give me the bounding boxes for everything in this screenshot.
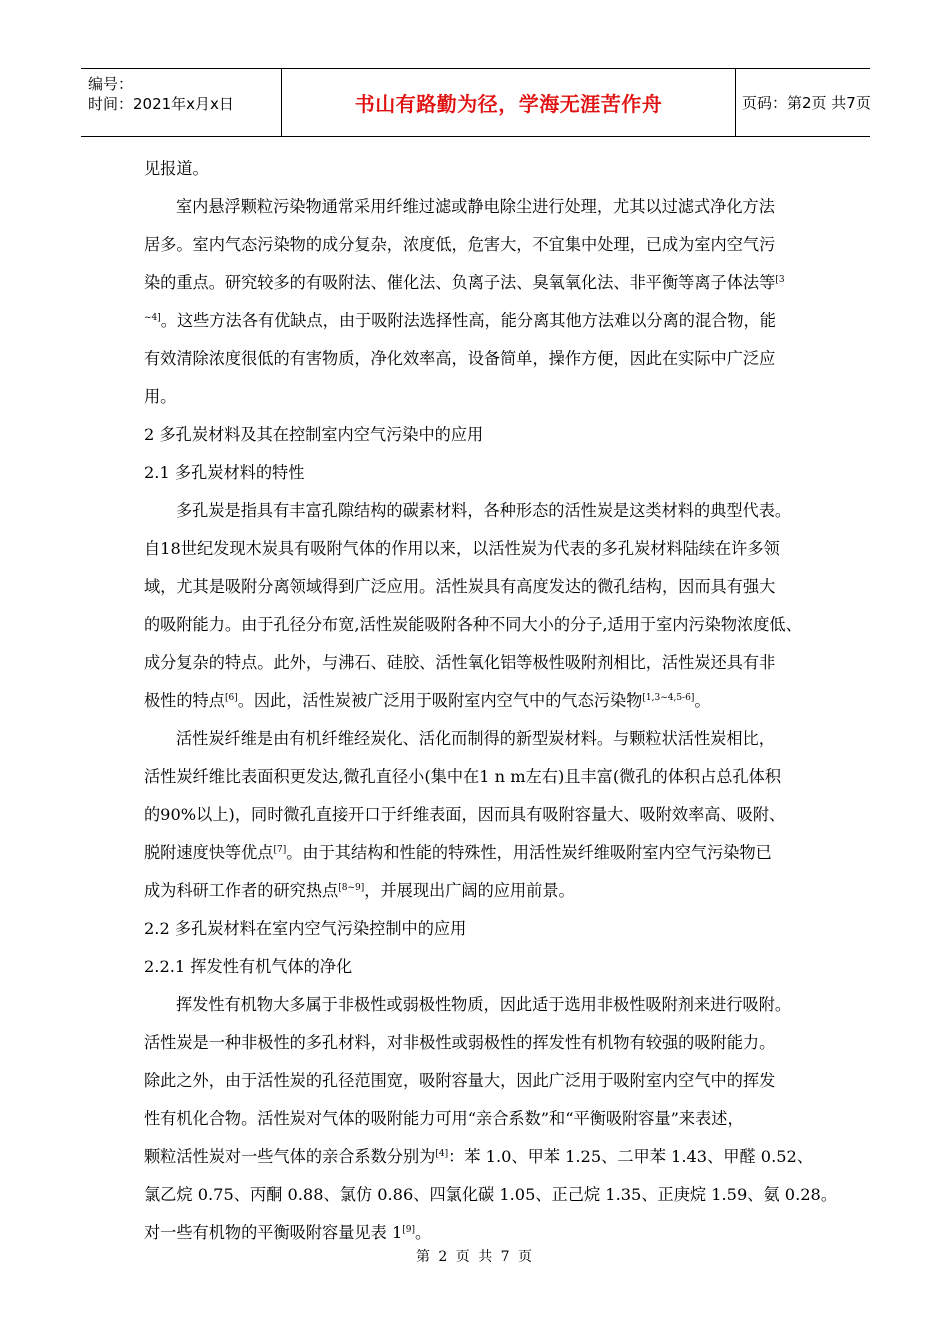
text-line: 脱附速度快等优点[7]。由于其结构和性能的特殊性，用活性炭纤维吸附室内空气污染物已	[144, 843, 772, 862]
header-meta-cell	[81, 69, 282, 136]
text-line: 域，尤其是吸附分离领域得到广泛应用。活性炭具有高度发达的微孔结构，因而具有强大	[144, 577, 776, 596]
text-line: 室内悬浮颗粒污染物通常采用纤维过滤或静电除尘进行处理，尤其以过滤式净化方法	[176, 197, 775, 216]
text-line: 的90%以上)，同时微孔直接开口于纤维表面，因而具有吸附容量大、吸附效率高、吸附、	[144, 805, 786, 824]
citation: [1,3~4,5-6]	[642, 693, 695, 703]
motto-text: 书山有路勤为径，学海无涯苦作舟	[354, 92, 663, 116]
page-header	[81, 68, 870, 137]
citation: [6]	[224, 693, 238, 703]
page-footer: 第 2 页 共 7 页	[415, 1249, 535, 1265]
text-line: 见报道。	[144, 159, 209, 178]
text-line: 除此之外，由于活性炭的孔径范围宽，吸附容量大，因此广泛用于吸附室内空气中的挥发	[144, 1071, 776, 1090]
text-line: 对一些有机物的平衡吸附容量见表 1[9]。	[144, 1223, 432, 1242]
text-line: 挥发性有机物大多属于非极性或弱极性物质，因此适于选用非极性吸附剂来进行吸附。	[176, 995, 792, 1014]
citation: [7]	[273, 845, 287, 855]
text-line: 成分复杂的特点。此外，与沸石、硅胶、活性氧化铝等极性吸附剂相比，活性炭还具有非	[144, 653, 776, 672]
text-line: 颗粒活性炭对一些气体的亲合系数分别为[4]：苯 1.0、甲苯 1.25、二甲苯 1.43、甲醛 0.52、	[144, 1147, 814, 1166]
citation: [4]	[435, 1149, 449, 1159]
text-line: 极性的特点[6]。因此，活性炭被广泛用于吸附室内空气中的气态污染物[1,3~4,5-6]。	[144, 691, 711, 710]
subsection-heading: 2.1 多孔炭材料的特性	[144, 463, 305, 482]
text-line: 活性炭是一种非极性的多孔材料，对非极性或弱极性的挥发性有机物有较强的吸附能力。	[144, 1033, 776, 1052]
date-label: 时间：2021年x月x日	[88, 95, 234, 113]
subsubsection-heading: 2.2.1 挥发性有机气体的净化	[144, 957, 353, 976]
text-line: 活性炭纤维是由有机纤维经炭化、活化而制得的新型炭材料。与颗粒状活性炭相比，	[176, 729, 775, 748]
text-line: $^{\sim 4]}$。这些方法各有优缺点，由于吸附法选择性高，能分离其他方法难以分离的混合物，能	[144, 311, 776, 330]
text-line: 氯乙烷 0.75、丙酮 0.88、氯仿 0.86、四氯化碳 1.05、正己烷 1.35、正庚烷 1.59、氨 0.28。	[144, 1185, 838, 1204]
section-heading: 2 多孔炭材料及其在控制室内空气污染中的应用	[144, 425, 484, 444]
code-label: 编号：	[88, 75, 134, 93]
text-line: 的吸附能力。由于孔径分布宽,活性炭能吸附各种不同大小的分子,适用于室内污染物浓度低、	[144, 615, 802, 634]
citation: [3	[775, 275, 785, 285]
header-page-cell	[736, 69, 870, 136]
text-line: 性有机化合物。活性炭对气体的吸附能力可用“亲合系数”和“平衡吸附容量”来表述，	[144, 1109, 744, 1128]
text-line: 用。	[144, 387, 177, 406]
text-line: 自18世纪发现木炭具有吸附气体的作用以来，以活性炭为代表的多孔炭材料陆续在许多领	[144, 539, 780, 558]
text-line: 居多。室内气态污染物的成分复杂，浓度低，危害大，不宜集中处理，已成为室内空气污	[144, 235, 776, 254]
text-line: 有效清除浓度很低的有害物质，净化效率高，设备简单，操作方便，因此在实际中广泛应	[144, 349, 776, 368]
citation: [8~9]	[338, 883, 365, 893]
citation: [9]	[402, 1225, 416, 1235]
text-line: 多孔炭是指具有丰富孔隙结构的碳素材料，各种形态的活性炭是这类材料的典型代表。	[176, 501, 792, 520]
text-line: 成为科研工作者的研究热点[8~9]，并展现出广阔的应用前景。	[144, 881, 575, 900]
page-info: 页码：第2页 共7页	[742, 94, 871, 112]
text-line: 活性炭纤维比表面积更发达,微孔直径小(集中在1 n m左右)且丰富(微孔的体积占总孔体积	[144, 767, 782, 786]
text-line: 染的重点。研究较多的有吸附法、催化法、负离子法、臭氧氧化法、非平衡等离子体法等$^{[3}$	[144, 273, 785, 292]
subsection-heading: 2.2 多孔炭材料在室内空气污染控制中的应用	[144, 919, 467, 938]
citation: ~4]	[144, 313, 161, 323]
header-motto-cell	[282, 69, 736, 136]
